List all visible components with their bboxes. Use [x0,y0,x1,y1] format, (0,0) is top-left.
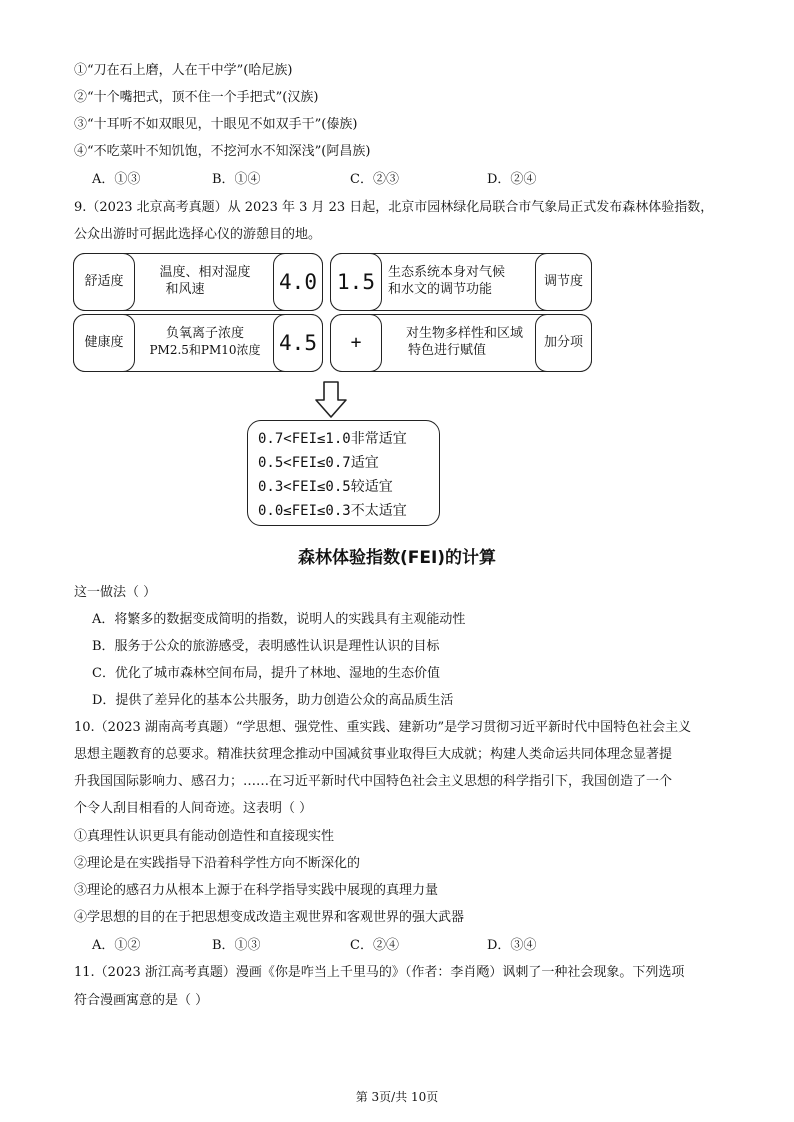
q8-option-b[interactable]: B．①④ [212,172,261,187]
health-desc-2: PM2.5和PM10浓度 [149,343,261,357]
q10-item-2: ②理论是在实践指导下沿着科学性方向不断深化的 [74,856,361,871]
bonus-desc-1: 对生物多样性和区域 [405,326,523,341]
q9-option-b[interactable]: B．服务于公众的旅游感受，表明感性认识是理性认识的目标 [92,639,440,654]
page-footer: 第 3页/共 10页 [355,1090,439,1104]
q11-stem-line-1: 11.（2023 浙江高考真题）漫画《你是咋当上千里马的》（作者：李肖飏）讽刺了一种社会现象。下列选项 [74,965,685,980]
regulation-desc-1: 生态系统本身对气候 [388,265,506,280]
q8-option-a[interactable]: A．①③ [92,172,141,187]
q10-option-b[interactable]: B．①③ [212,938,261,953]
bonus-value: + [350,332,362,353]
q9-question: 这一做法（ ） [74,585,157,600]
health-desc-1: 负氧离子浓度 [165,326,244,341]
q11-stem-line-2: 符合漫画寓意的是（ ） [74,993,209,1008]
health-value: 4.5 [279,331,317,355]
diagram-caption: 森林体验指数(FEI)的计算 [297,548,497,568]
fei-range-2: 0.5<FEI≤0.7适宜 [258,455,379,471]
q8-option-c[interactable]: C．②③ [350,172,399,187]
comfort-value: 4.0 [279,270,317,294]
q8-item-3: ③“十耳听不如双眼见，十眼见不如双手干”(傣族) [74,117,358,132]
down-arrow-icon [313,380,349,420]
regulation-value: 1.5 [337,270,375,294]
bonus-desc-2: 特色进行赋值 [407,343,486,358]
regulation-desc-2: 和水文的调节功能 [388,282,493,297]
bonus-label: 加分项 [543,335,583,350]
q9-option-c[interactable]: C．优化了城市森林空间布局，提升了林地、湿地的生态价值 [92,666,440,681]
q9-option-a[interactable]: A．将繁多的数据变成简明的指数，说明人的实践具有主观能动性 [92,612,466,627]
regulation-label: 调节度 [543,274,583,289]
fei-range-1: 0.7<FEI≤1.0非常适宜 [258,431,407,447]
q10-stem-line-4: 个令人刮目相看的人间奇迹。这表明（ ） [74,801,313,816]
q10-item-1: ①真理性认识更具有能动创造性和直接现实性 [74,829,335,844]
q10-item-4: ④学思想的目的在于把思想变成改造主观世界和客观世界的强大武器 [74,910,465,925]
q8-option-d[interactable]: D．②④ [487,172,537,187]
q9-stem-line-1: 9.（2023 北京高考真题）从 2023 年 3 月 23 日起，北京市园林绿化局联合市气象局正式发布森林体验指数， [74,200,714,215]
comfort-label: 舒适度 [84,274,124,289]
health-label: 健康度 [84,335,124,350]
fei-range-3: 0.3<FEI≤0.5较适宜 [258,479,393,495]
q8-item-2: ②“十个嘴把式，顶不住一个手把式”(汉族) [74,90,319,105]
q10-stem-line-1: 10.（2023 湖南高考真题）“学思想、强党性、重实践、建新功”是学习贯彻习近平新时代中国特色社会主义 [74,720,692,735]
q10-option-a[interactable]: A．①② [92,938,141,953]
q10-option-c[interactable]: C．②④ [350,938,399,953]
q8-item-1: ①“刀在石上磨，人在干中学”(哈尼族) [74,63,293,78]
q10-item-3: ③理论的感召力从根本上源于在科学指导实践中展现的真理力量 [74,883,439,898]
q10-stem-line-3: 升我国国际影响力、感召力；……在习近平新时代中国特色社会主义思想的科学指引下，我国创造了一个 [74,774,673,789]
q10-stem-line-2: 思想主题教育的总要求。精准扶贫理念推动中国减贫事业取得巨大成就；构建人类命运共同体理念显著提 [74,747,673,762]
q9-option-d[interactable]: D．提供了差异化的基本公共服务，助力创造公众的高品质生活 [92,693,454,708]
comfort-desc-2: 和风速 [165,282,205,297]
fei-range-4: 0.0≤FEI≤0.3不太适宜 [258,503,407,519]
comfort-desc-1: 温度、相对湿度 [159,265,251,280]
q10-option-d[interactable]: D．③④ [487,938,537,953]
q9-stem-line-2: 公众出游时可据此选择心仪的游憩目的地。 [74,227,322,242]
q8-item-4: ④“不吃菜叶不知饥饱，不挖河水不知深浅”(阿昌族) [74,144,371,159]
